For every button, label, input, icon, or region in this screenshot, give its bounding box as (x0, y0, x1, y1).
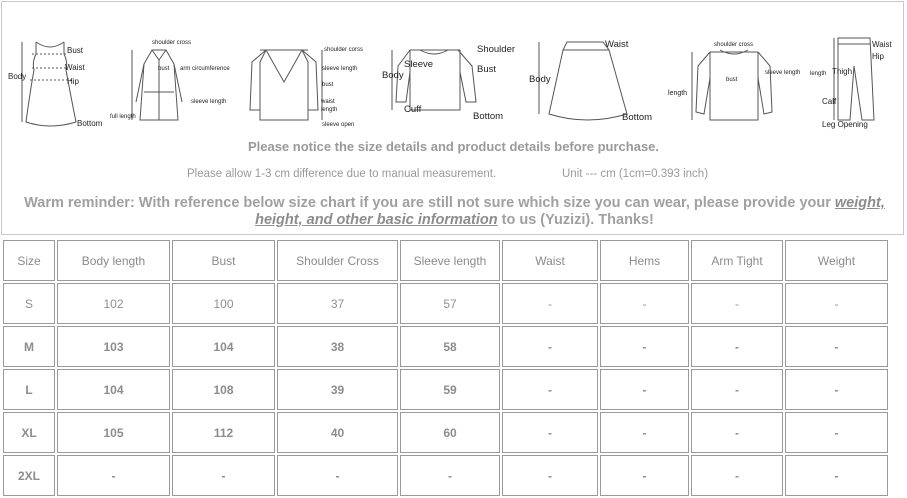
table-cell: - (691, 369, 783, 410)
dress-label: Bust (67, 46, 84, 55)
sweater-label: Bottom (473, 111, 504, 122)
table-cell: 59 (400, 369, 500, 410)
table-cell: - (785, 326, 888, 367)
blazer-label: sleeve open (322, 122, 355, 128)
coat-label: full length (110, 114, 136, 120)
table-cell: - (785, 369, 888, 410)
reminder-text: Warm reminder: With reference below size chart if you are still not sure which size you can wear, please provide your (24, 195, 835, 211)
pullover-label: length (668, 90, 688, 97)
measurement-note: Please allow 1-3 cm difference due to manual measurement. (187, 168, 497, 180)
table-cell: - (502, 283, 598, 324)
skirt-label: Body (529, 74, 551, 85)
table-cell: 60 (400, 412, 500, 453)
table-cell: 37 (277, 283, 398, 324)
skirt-label: Bottom (622, 112, 653, 123)
table-header: Weight (785, 240, 888, 281)
blazer-label: sleeve length (322, 66, 358, 72)
coat-label: bust (158, 66, 170, 72)
table-header-row (3, 240, 888, 281)
size-table (1, 238, 890, 498)
table-header: Body length (57, 240, 170, 281)
pullover-illustration (668, 2, 808, 134)
skirt-label: Waist (605, 39, 629, 50)
table-cell: - (502, 455, 598, 496)
sweater-diagram (380, 2, 522, 134)
pullover-label: sleeve length (765, 70, 801, 76)
table-cell: 39 (277, 369, 398, 410)
table-cell: - (600, 326, 689, 367)
table-cell: 104 (172, 326, 275, 367)
table-cell: 105 (57, 412, 170, 453)
reminder-text-end: to us (Yuzizi). Thanks! (497, 212, 654, 228)
table-cell: 112 (172, 412, 275, 453)
garment-diagrams (2, 2, 905, 134)
pants-illustration (808, 2, 904, 134)
table-cell: 57 (400, 283, 500, 324)
pants-label: Hip (872, 52, 885, 61)
blazer-label: waist (321, 99, 335, 105)
table-cell: 108 (172, 369, 275, 410)
table-cell: - (691, 283, 783, 324)
table-header: Arm Tight (691, 240, 783, 281)
table-cell: 102 (57, 283, 170, 324)
pants-label: Calf (822, 97, 837, 106)
table-cell: XL (3, 412, 55, 453)
table-cell: 38 (277, 326, 398, 367)
pants-label: Thigh (832, 67, 853, 76)
sweater-label: Cuff (404, 104, 422, 115)
coat-label: arm circumference (180, 66, 230, 72)
coat-diagram (108, 2, 233, 134)
blazer-diagram (238, 2, 373, 134)
size-guide-panel (1, 1, 904, 235)
table-cell: M (3, 326, 55, 367)
pants-label: Waist (872, 40, 892, 49)
table-cell: - (600, 369, 689, 410)
table-cell: - (277, 455, 398, 496)
table-row (3, 326, 888, 367)
table-cell: 58 (400, 326, 500, 367)
table-cell: - (785, 455, 888, 496)
table-cell: - (600, 412, 689, 453)
table-header: Hems (600, 240, 689, 281)
dress-label: Bottom (77, 119, 103, 128)
blazer-label: shoulder corss (324, 47, 364, 53)
table-cell: - (57, 455, 170, 496)
pullover-label: bust (726, 77, 738, 83)
table-cell: - (691, 412, 783, 453)
skirt-diagram (527, 2, 667, 134)
pants-label: Leg Opening (822, 120, 868, 129)
pullover-label: shoulder cross (714, 42, 754, 48)
table-cell: - (600, 455, 689, 496)
sweater-label: Body (382, 70, 404, 81)
table-header: Size (3, 240, 55, 281)
table-cell: S (3, 283, 55, 324)
sweater-label: Bust (477, 64, 497, 75)
unit-note: Unit --- cm (1cm=0.393 inch) (562, 168, 709, 180)
table-cell: 103 (57, 326, 170, 367)
table-header: Bust (172, 240, 275, 281)
table-cell: 100 (172, 283, 275, 324)
table-cell: - (172, 455, 275, 496)
table-cell: L (3, 369, 55, 410)
blazer-label: bust (322, 82, 334, 88)
dress-label: Waist (65, 63, 85, 72)
table-cell: - (785, 283, 888, 324)
table-row (3, 412, 888, 453)
table-cell: 104 (57, 369, 170, 410)
table-cell: - (691, 455, 783, 496)
dress-label: Body (8, 72, 27, 81)
pants-diagram (808, 2, 904, 134)
pullover-diagram (668, 2, 808, 134)
table-cell: 2XL (3, 455, 55, 496)
table-header: Waist (502, 240, 598, 281)
sweater-label: Shoulder (477, 44, 516, 55)
table-cell: - (691, 326, 783, 367)
purchase-notice: Please notice the size details and product details before purchase. (247, 139, 660, 154)
table-cell: 40 (277, 412, 398, 453)
table-cell: - (400, 455, 500, 496)
table-row (3, 283, 888, 324)
coat-label: sleeve length (191, 99, 227, 105)
table-cell: - (785, 412, 888, 453)
pants-label: length (810, 71, 827, 77)
table-header: Sleeve length (400, 240, 500, 281)
coat-label: shoulder cross (152, 40, 192, 46)
table-header: Shoulder Cross (277, 240, 398, 281)
blazer-label: length (321, 107, 338, 113)
warm-reminder (12, 195, 897, 229)
table-cell: - (502, 369, 598, 410)
dress-diagram (10, 2, 105, 134)
table-cell: - (600, 283, 689, 324)
table-row (3, 369, 888, 410)
table-row (3, 455, 888, 496)
sweater-label: Sleeve (404, 59, 434, 70)
reminder-emphasis: weight, height, and other basic information (255, 195, 885, 228)
dress-illustration (10, 2, 105, 134)
dress-label: Hip (67, 77, 80, 86)
table-cell: - (502, 326, 598, 367)
table-cell: - (502, 412, 598, 453)
